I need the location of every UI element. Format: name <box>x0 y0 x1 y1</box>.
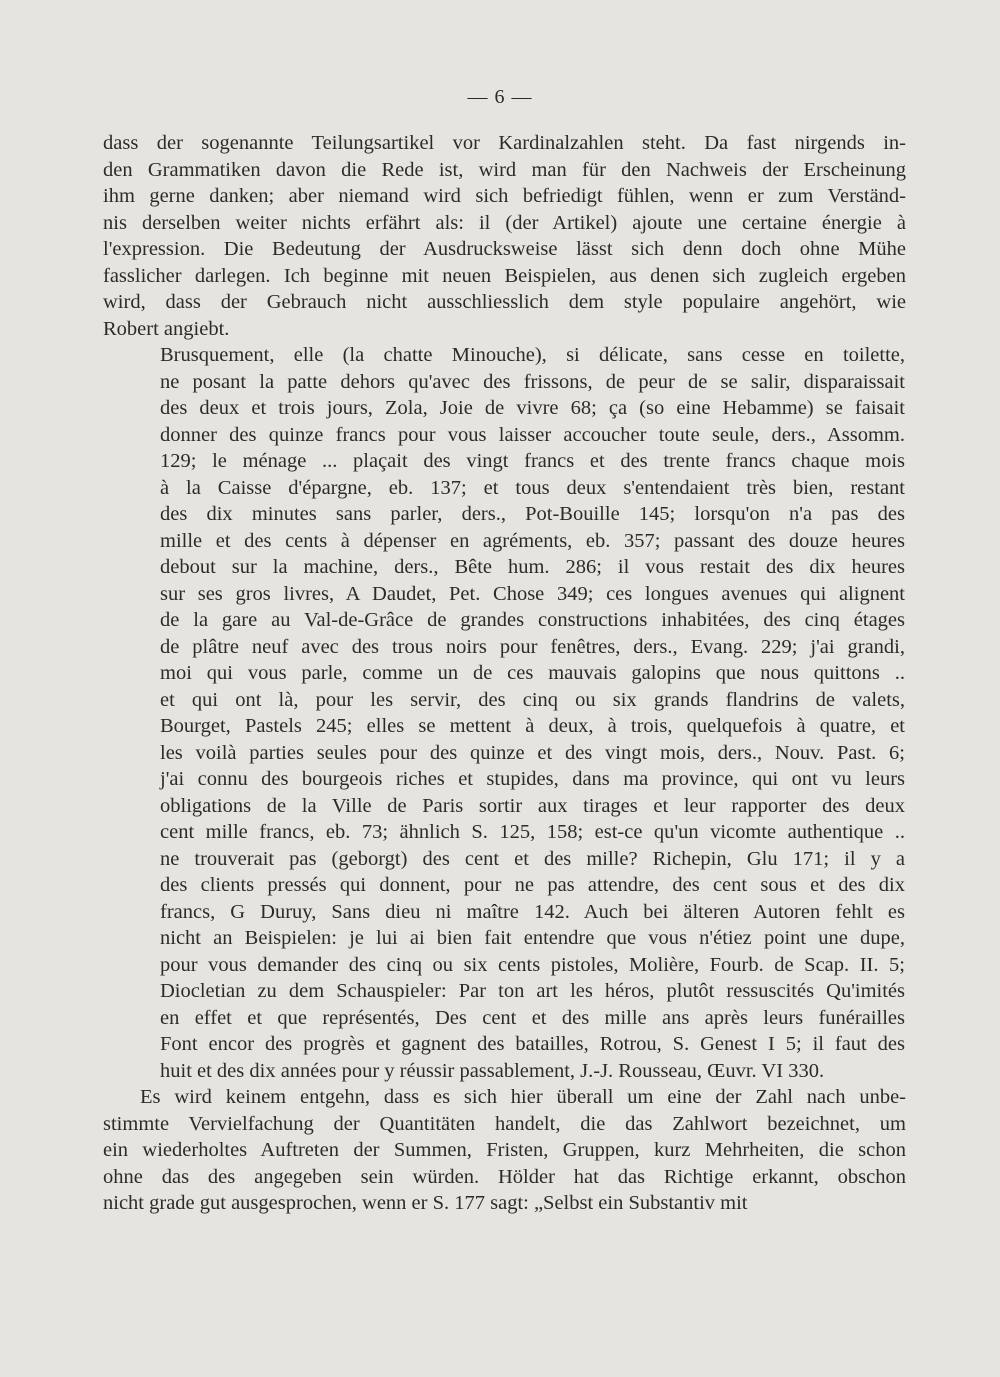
quotation-line: des clients pressés qui donnent, pour ne pas attendre, des cent sous et des dix <box>160 874 905 896</box>
page-number: — 6 — <box>467 86 533 108</box>
quotation-line: Bourget, Pastels 245; elles se mettent à deux, à trois, quelquefois à quatre, et <box>160 715 905 737</box>
quotation-line: ne trouverait pas (geborgt) des cent et des mille? Richepin, Glu 171; il y a <box>160 848 905 870</box>
quotation-line: des dix minutes sans parler, ders., Pot-Bouille 145; lorsqu'on n'a pas des <box>160 503 905 525</box>
quotation-line: huit et des dix années pour y réussir passablement, J.-J. Rousseau, Œuvr. VI 330. <box>160 1060 825 1082</box>
quotation-line: moi qui vous parle, comme un de ces mauvais galopins que nous quittons .. <box>160 662 905 684</box>
quotation-line: nicht an Beispielen: je lui ai bien fait entendre que vous n'étiez point une dupe, <box>160 927 905 949</box>
quotation-line: les voilà parties seules pour des quinze et des vingt mois, ders., Nouv. Past. 6; <box>160 742 905 764</box>
paragraph-2-line: ohne das des angegeben sein würden. Hölder hat das Richtige erkannt, obschon <box>103 1166 906 1188</box>
paragraph-1-line: den Grammatiken davon die Rede ist, wird man für den Nachweis der Erscheinung <box>103 159 906 181</box>
quotation-line: Font encor des progrès et gagnent des batailles, Rotrou, S. Genest I 5; il faut des <box>160 1033 905 1055</box>
quotation-line: obligations de la Ville de Paris sortir aux tirages et leur rapporter des deux <box>160 795 905 817</box>
paragraph-2-line: nicht grade gut ausgesprochen, wenn er S. 177 sagt: „Selbst ein Substantiv mit <box>103 1192 748 1214</box>
quotation-line: de plâtre neuf avec des trous noirs pour fenêtres, ders., Evang. 229; j'ai grandi, <box>160 636 905 658</box>
quotation-line: francs, G Duruy, Sans dieu ni maître 142. Auch bei älteren Autoren fehlt es <box>160 901 905 923</box>
quotation-line: sur ses gros livres, A Daudet, Pet. Chose 349; ces longues avenues qui alignent <box>160 583 905 605</box>
quotation-line: et qui ont là, pour les servir, des cinq ou six grands flandrins de valets, <box>160 689 905 711</box>
paragraph-2-line: stimmte Vervielfachung der Quantitäten handelt, die das Zahlwort bezeichnet, um <box>103 1113 906 1135</box>
quotation-line: ne posant la patte dehors qu'avec des frissons, de peur de se salir, disparaissait <box>160 371 905 393</box>
quotation-line: Brusquement, elle (la chatte Minouche), si délicate, sans cesse en toilette, <box>160 344 905 366</box>
quotation-line: cent mille francs, eb. 73; ähnlich S. 125, 158; est-ce qu'un vicomte authentique .. <box>160 821 905 843</box>
paragraph-2-line: ein wiederholtes Auftreten der Summen, Fristen, Gruppen, kurz Mehrheiten, die schon <box>103 1139 906 1161</box>
paragraph-1-line: ihm gerne danken; aber niemand wird sich befriedigt fühlen, wenn er zum Verständ- <box>103 185 906 207</box>
quotation-line: debout sur la machine, ders., Bête hum. 286; il vous restait des dix heures <box>160 556 905 578</box>
paragraph-1-line: fasslicher darlegen. Ich beginne mit neuen Beispielen, aus denen sich zugleich ergeben <box>103 265 906 287</box>
quotation-line: pour vous demander des cinq ou six cents pistoles, Molière, Fourb. de Scap. II. 5; <box>160 954 905 976</box>
paragraph-1-line: dass der sogenannte Teilungsartikel vor Kardinalzahlen steht. Da fast nirgends in- <box>103 132 906 154</box>
paragraph-1-line: nis derselben weiter nichts erfährt als: il (der Artikel) ajoute une certaine énergie à <box>103 212 906 234</box>
quotation-line: donner des quinze francs pour vous laisser accoucher toute seule, ders., Assomm. <box>160 424 905 446</box>
quotation-line: à la Caisse d'épargne, eb. 137; et tous deux s'entendaient très bien, restant <box>160 477 905 499</box>
quotation-line: mille et des cents à dépenser en agréments, eb. 357; passant des douze heures <box>160 530 905 552</box>
quotation-line: de la gare au Val-de-Grâce de grandes constructions inhabitées, des cinq étages <box>160 609 905 631</box>
paragraph-1-line: Robert angiebt. <box>103 318 230 340</box>
quotation-line: Diocletian zu dem Schauspieler: Par ton art les héros, plutôt ressuscités Qu'imités <box>160 980 905 1002</box>
paragraph-1-line: wird, dass der Gebrauch nicht ausschliesslich dem style populaire angehört, wie <box>103 291 906 313</box>
quotation-line: en effet et que représentés, Des cent et des mille ans après leurs funérailles <box>160 1007 905 1029</box>
quotation-line: j'ai connu des bourgeois riches et stupides, dans ma province, qui ont vu leurs <box>160 768 905 790</box>
quotation-line: 129; le ménage ... plaçait des vingt francs et des trente francs chaque mois <box>160 450 905 472</box>
paragraph-2-line: Es wird keinem entgehn, dass es sich hier überall um eine der Zahl nach unbe- <box>140 1086 906 1108</box>
quotation-line: des deux et trois jours, Zola, Joie de vivre 68; ça (so eine Hebamme) se faisait <box>160 397 905 419</box>
paragraph-1-line: l'expression. Die Bedeutung der Ausdrucksweise lässt sich denn doch ohne Mühe <box>103 238 906 260</box>
